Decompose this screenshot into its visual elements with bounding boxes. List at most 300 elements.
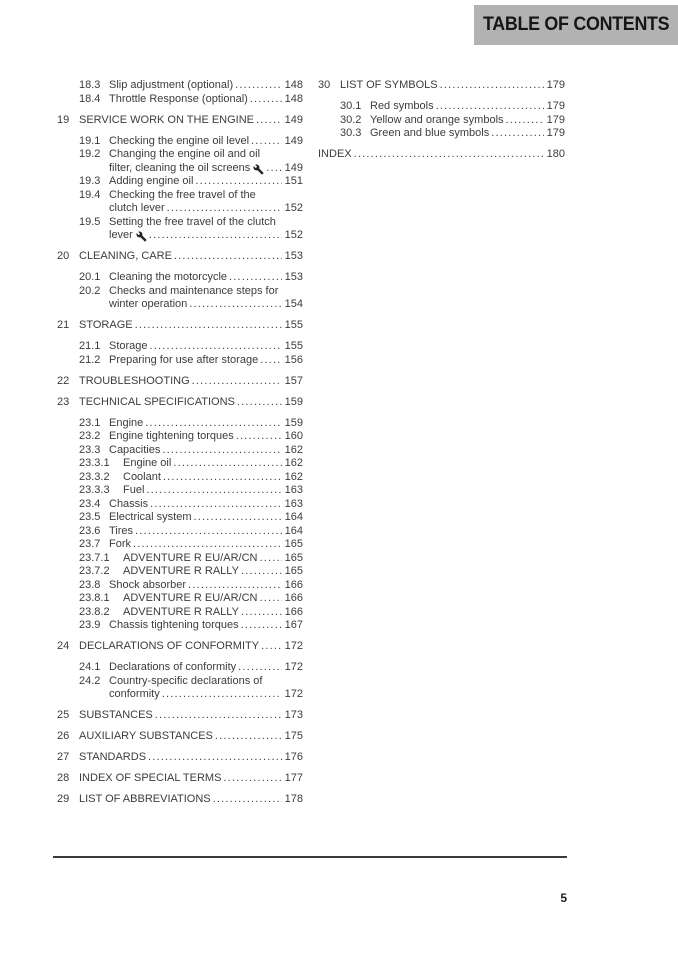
toc-entry [57,675,303,702]
toc-entry [57,709,303,723]
toc-entry-title: Engine [109,416,144,429]
toc-entry-number: 21 [57,319,70,331]
toc-entry-body [109,148,303,175]
toc-entry [57,250,303,264]
leader-dots [241,619,282,633]
toc-entry [57,579,303,593]
footer-rule [53,856,567,858]
toc-entry-number: 25 [57,709,70,721]
toc-entry-page-number: 153 [284,250,303,262]
toc-entry-last-line [109,271,303,285]
toc-entry-title: Cleaning the motorcycle [109,271,228,283]
toc-entry-title: ADVENTURE R RALLY [123,605,239,618]
toc-entry-number: 23.3.1 [79,457,110,469]
toc-entry [57,457,303,471]
toc-entry-number: 23.8 [79,578,101,591]
toc-entry-page-number: 155 [284,319,303,331]
toc-entry-body [79,250,303,264]
toc-entry-page-number: 152 [284,202,303,214]
toc-entry-title: Capacities [109,443,161,456]
leader-dots [188,579,282,593]
toc-entry-title: ADVENTURE R EU/AR/CN [123,592,258,604]
leader-dots [235,79,282,93]
toc-entry [57,751,303,765]
toc-entry-number: 23.7.1 [79,551,110,564]
toc-entry [57,511,303,525]
toc-entry [318,127,565,141]
leader-dots [251,135,282,149]
toc-entry [57,525,303,539]
toc-entry-title: SERVICE WORK ON THE ENGINE [79,113,255,126]
toc-entry-page-number: 159 [284,416,303,429]
toc-entry-page-number: 173 [284,709,303,721]
toc-entry [57,484,303,498]
toc-entry-title: AUXILIARY SUBSTANCES [79,730,213,742]
toc-entry-body [109,675,303,702]
toc-entry-title: STANDARDS [79,751,147,763]
toc-entry [57,93,303,107]
toc-entry-number: 19.3 [79,175,101,187]
toc-entry-title: Red symbols [370,100,434,112]
toc-entry-number: 19 [57,113,70,126]
toc-entry-title: Shock absorber [109,578,187,591]
toc-entry-body [370,127,565,141]
leader-dots [436,100,544,114]
toc-entry-last-line [109,688,303,702]
leader-dots [135,525,282,539]
toc-entry-title: STORAGE [79,319,133,331]
leader-dots [149,229,282,243]
toc-entry-number: 23.9 [79,619,101,631]
toc-entry-number: 24.1 [79,661,101,673]
toc-entry-title: TECHNICAL SPECIFICATIONS [79,395,235,408]
toc-entry-number: 23.6 [79,524,101,537]
toc-entry-last-line [109,340,303,354]
toc-entry-page-number: 164 [284,524,303,537]
toc-entry-title: Preparing for use after storage [109,353,259,366]
toc-entry-number: 21.1 [79,340,101,352]
toc-entry-body [109,430,303,444]
leader-dots [194,511,282,525]
toc-entry-number: 23.3.3 [79,484,110,496]
leader-dots [167,202,282,216]
toc-entry-last-line [79,114,303,128]
page-header-banner [474,5,678,45]
toc-entry [57,189,303,216]
toc-entry-body [109,340,303,354]
toc-entry-title: Fork [109,538,131,550]
toc-entry-last-line [109,498,303,512]
toc-entry-page-number: 166 [284,605,303,618]
leader-dots [241,606,282,620]
toc-entry-body [79,319,303,333]
toc-entry-title: TROUBLESHOOTING [79,374,190,387]
toc-entry-body [79,709,303,723]
toc-entry [57,340,303,354]
leader-dots [155,709,282,723]
toc-entry-title: lever [109,229,133,241]
toc-entry-page-number: 163 [284,484,303,496]
toc-entry-last-line [79,793,303,807]
toc-entry-page-number: 151 [284,175,303,187]
toc-entry-page-number: 167 [284,619,303,631]
leader-dots [135,319,282,333]
toc-entry-number: 23.5 [79,511,101,523]
leader-dots [506,114,544,128]
toc-entry-title: Slip adjustment (optional) [109,79,234,91]
toc-entry-page-number: 149 [284,113,303,126]
toc-entry [57,375,303,389]
toc-entry [57,471,303,485]
toc-entry-last-line [109,354,303,368]
leader-dots [440,79,544,93]
toc-entry-body [109,79,303,93]
toc-entry-text-line: Checks and maintenance steps for [109,284,279,297]
leader-dots [173,457,281,471]
leader-dots [195,175,281,189]
toc-entry-body [123,457,303,471]
toc-entry [57,79,303,93]
toc-entry-body [79,375,303,389]
page-title: TABLE OF CONTENTS [482,14,670,35]
toc-entry-last-line [123,457,303,471]
toc-entry-page-number: 172 [284,661,303,673]
toc-entry-title: Adding engine oil [109,175,194,187]
toc-entry-number: 19.4 [79,188,101,201]
toc-entry-title: clutch lever [109,202,165,214]
toc-entry-body [79,772,303,786]
toc-entry-number: 23.4 [79,497,101,510]
toc-entry-last-line [123,471,303,485]
toc-entry-number: 23 [57,395,70,408]
leader-dots [237,396,282,410]
toc-entry-last-line [109,430,303,444]
toc-entry-last-line [79,751,303,765]
toc-entry-last-line [79,730,303,744]
leader-dots [148,751,282,765]
toc-entry-number: 29 [57,793,70,805]
toc-entry [318,100,565,114]
toc-entry-last-line [109,298,303,312]
toc-entry-last-line [109,511,303,525]
toc-entry-body [79,730,303,744]
toc-entry-number: 23.7 [79,538,101,550]
leader-dots [261,640,282,654]
toc-entry-title: Chassis tightening torques [109,619,239,631]
toc-entry-body [109,538,303,552]
toc-entry-last-line [79,396,303,410]
toc-entry-number: 18.3 [79,79,101,91]
leader-dots [259,592,281,606]
toc-entry-body [123,565,303,579]
toc-entry-last-line [109,79,303,93]
toc-entry-page-number: 180 [546,148,565,160]
toc-entry [57,772,303,786]
leader-dots [146,484,281,498]
toc-entry [57,552,303,566]
toc-entry-last-line [340,79,565,93]
toc-entry-title: winter operation [109,298,188,310]
toc-entry-number: 30.2 [340,113,362,126]
toc-entry-number: 23.8.1 [79,592,110,604]
toc-entry-page-number: 159 [284,395,303,408]
toc-entry-body [79,793,303,807]
toc-entry-last-line [79,640,303,654]
toc-entry-title: Storage [109,340,148,352]
toc-entry-body [123,606,303,620]
toc-entry-page-number: 179 [546,100,565,112]
toc-entry [318,114,565,128]
leader-dots [174,250,282,264]
leader-dots [229,271,282,285]
toc-entry-page-number: 166 [284,578,303,591]
toc-entry-last-line [109,135,303,149]
toc-entry [57,114,303,128]
toc-entry-title: filter, cleaning the oil screens [109,161,251,174]
toc-entry-body [109,525,303,539]
toc-entry-title: Coolant [123,470,161,483]
leader-dots [266,162,281,176]
toc-entry-title: Fuel [123,484,145,496]
toc-column-left [57,79,303,814]
toc-entry-body [370,100,565,114]
toc-entry-title: LIST OF ABBREVIATIONS [79,793,211,805]
toc-entry [318,148,565,162]
toc-entry-page-number: 165 [284,551,303,564]
leader-dots [133,538,282,552]
toc-entry-body [109,285,303,312]
toc-entry-body [109,93,303,107]
toc-entry-last-line [109,93,303,107]
toc-entry-body [79,396,303,410]
toc-entry-last-line [123,606,303,620]
toc-entry-page-number: 155 [284,340,303,352]
toc-entry-last-line [109,619,303,633]
toc-column-right [318,79,565,169]
toc-entry-number: 20.1 [79,271,101,283]
toc-entry [57,592,303,606]
toc-entry-last-line [109,175,303,189]
toc-entry-page-number: 175 [284,730,303,742]
toc-entry-last-line [318,148,565,162]
leader-dots [162,688,282,702]
toc-entry-title: Checking the engine oil level [109,134,250,147]
wrench-icon [136,231,147,242]
footer-page-number: 5 [560,891,567,905]
toc-entry-number: 19.2 [79,148,101,160]
toc-entry-last-line [123,484,303,498]
toc-entry-last-line [79,250,303,264]
leader-dots [491,127,543,141]
toc-entry-body [109,579,303,593]
toc-entry-title: SUBSTANCES [79,709,153,721]
toc-entry [57,417,303,431]
toc-entry [57,319,303,333]
toc-entry-body [109,135,303,149]
toc-entry-last-line [370,114,565,128]
toc-entry-page-number: 165 [284,565,303,577]
toc-entry-page-number: 165 [284,538,303,550]
toc-entry-page-number: 166 [284,592,303,604]
toc-entry [57,396,303,410]
toc-entry-title: Yellow and orange symbols [370,113,504,126]
toc-entry-title: ADVENTURE R EU/AR/CN [123,551,258,564]
toc-entry-last-line [123,592,303,606]
toc-entry-number: 26 [57,730,70,742]
leader-dots [145,417,281,431]
toc-entry [57,271,303,285]
toc-entry-last-line [370,127,565,141]
toc-entry-last-line [109,162,303,176]
toc-entry-body [109,511,303,525]
toc-entry-last-line [109,229,303,243]
toc-entry-last-line [79,772,303,786]
toc-entry-page-number: 156 [284,353,303,366]
leader-dots [150,498,282,512]
toc-entry-body [123,484,303,498]
toc-entry [57,619,303,633]
toc-entry [57,538,303,552]
toc-entry [57,148,303,175]
toc-entry-number: 23.2 [79,430,101,442]
toc-entry-last-line [109,661,303,675]
toc-entry-title: Throttle Response (optional) [109,92,248,105]
leader-dots [236,430,282,444]
leader-dots [189,298,281,312]
toc-entry-last-line [109,444,303,458]
toc-entry [318,79,565,93]
toc-entry-text-line: Setting the free travel of the clutch [109,215,276,228]
toc-entry-body [109,444,303,458]
toc-entry-body [109,271,303,285]
toc-entry-page-number: 149 [284,161,303,174]
toc-entry-last-line [109,538,303,552]
toc-entry-title: Chassis [109,497,149,510]
toc-entry-page-number: 152 [284,229,303,241]
toc-entry-number: 23.3.2 [79,470,110,483]
toc-entry [57,285,303,312]
toc-entry-number: 19.5 [79,215,101,228]
toc-entry-body [79,114,303,128]
toc-entry-number: 30.3 [340,127,362,139]
leader-dots [256,114,282,128]
toc-entry-page-number: 172 [284,688,303,700]
toc-entry [57,135,303,149]
toc-entry [57,444,303,458]
toc-entry-last-line [370,100,565,114]
toc-entry-number: 24 [57,640,70,652]
toc-entry-last-line [79,375,303,389]
toc-entry-page-number: 153 [284,271,303,283]
toc-entry-title: Declarations of conformity [109,661,237,673]
toc-entry-number: 23.8.2 [79,605,110,618]
toc-entry-last-line [109,525,303,539]
toc-entry-number: 20.2 [79,284,101,297]
leader-dots [215,730,282,744]
toc-entry-body [109,661,303,675]
toc-entry-number: 18.4 [79,92,101,105]
toc-entry [57,606,303,620]
leader-dots [162,444,281,458]
toc-entry-body [123,471,303,485]
leader-dots [241,565,282,579]
toc-entry-title: CLEANING, CARE [79,250,172,262]
toc-entry-page-number: 162 [284,457,303,469]
toc-entry-number: 27 [57,751,70,763]
leader-dots [223,772,281,786]
toc-entry-body [109,216,303,243]
toc-entry-page-number: 163 [284,497,303,510]
toc-entry-body [109,498,303,512]
toc-entry-last-line [79,709,303,723]
toc-entry-body [109,189,303,216]
toc-entry-number: 23.3 [79,443,101,456]
toc-entry-body [123,592,303,606]
toc-entry-page-number: 148 [284,92,303,105]
toc-entry-page-number: 160 [284,430,303,442]
toc-entry-page-number: 154 [284,298,303,310]
toc-entry-number: 23.1 [79,416,101,429]
toc-entry-page-number: 149 [284,134,303,147]
toc-entry-title: Electrical system [109,511,192,523]
toc-entry-body [109,354,303,368]
toc-entry-body [370,114,565,128]
toc-entry-body [123,552,303,566]
toc-entry-last-line [79,319,303,333]
toc-entry-page-number: 179 [546,79,565,91]
toc-entry [57,175,303,189]
toc-entry-number: 19.1 [79,134,101,147]
toc-entry-body [109,417,303,431]
leader-dots [260,354,281,368]
toc-entry [57,661,303,675]
toc-entry-page-number: 179 [546,113,565,126]
toc-entry-number: 21.2 [79,353,101,366]
toc-entry [57,730,303,744]
toc-entry-page-number: 164 [284,511,303,523]
toc-entry-page-number: 148 [284,79,303,91]
toc-entry-page-number: 179 [546,127,565,139]
toc-entry-last-line [123,552,303,566]
toc-entry-number: 30.1 [340,100,362,112]
toc-entry [57,565,303,579]
toc-entry [57,216,303,243]
toc-entry-body [79,640,303,654]
toc-entry-body [79,751,303,765]
toc-entry [57,354,303,368]
toc-entry-body [109,175,303,189]
toc-entry-page-number: 162 [284,470,303,483]
toc-entry-title: conformity [109,688,160,700]
toc-entry-page-number: 176 [284,751,303,763]
leader-dots [259,552,281,566]
toc-entry-title: DECLARATIONS OF CONFORMITY [79,640,260,652]
toc-entry-text-line: Country-specific declarations of [109,674,263,687]
toc-entry-page-number: 157 [284,374,303,387]
leader-dots [238,661,281,675]
toc-entry [57,498,303,512]
toc-entry-text-line: Changing the engine oil and oil [109,148,261,160]
toc-entry-title: Engine tightening torques [109,430,234,442]
toc-entry-title: INDEX [318,148,352,160]
toc-entry-number: 22 [57,374,70,387]
wrench-icon [253,164,264,175]
toc-entry-title: Green and blue symbols [370,127,490,139]
toc-entry-page-number: 177 [284,772,303,784]
toc-entry-body [340,79,565,93]
leader-dots [150,340,282,354]
toc-entry-body [318,148,565,162]
